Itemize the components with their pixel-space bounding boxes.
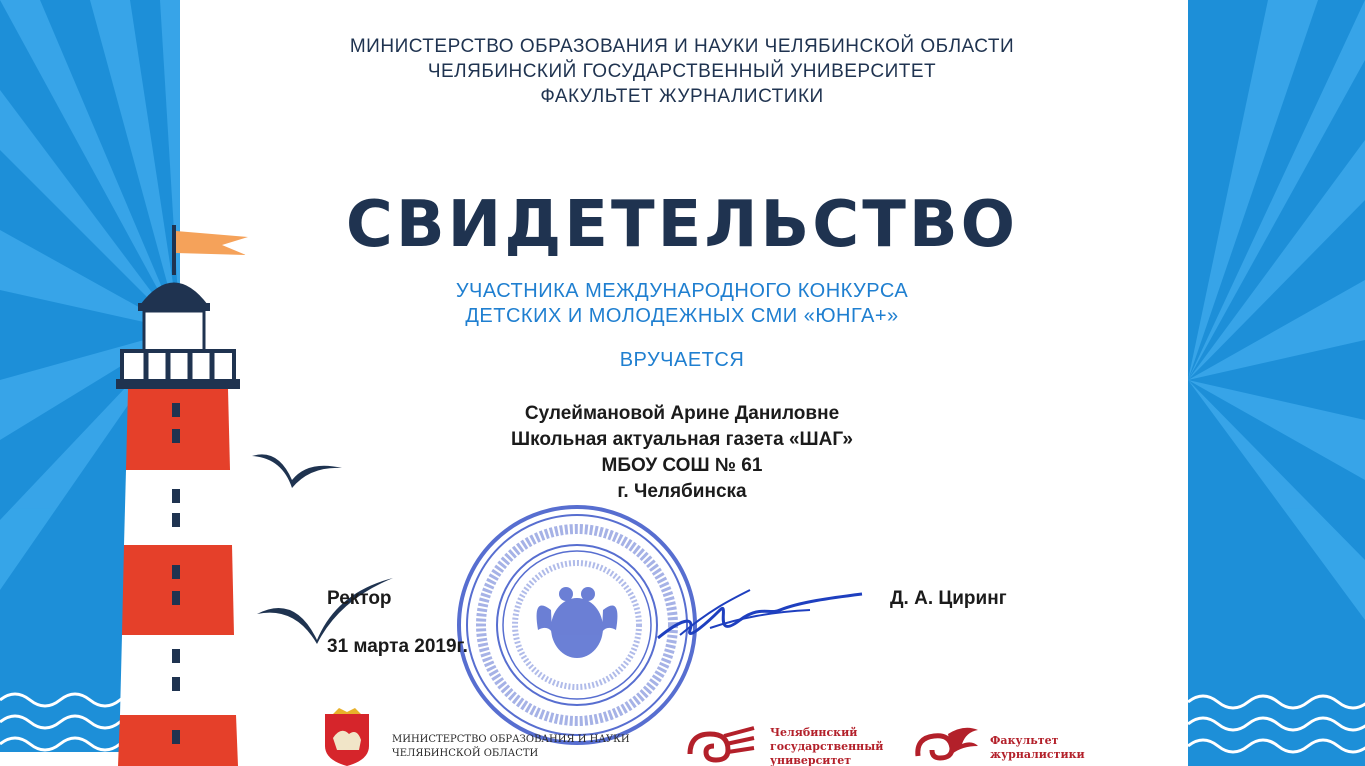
recipient-city: г. Челябинска xyxy=(617,481,747,502)
chelyabinsk-coat-of-arms xyxy=(315,708,379,766)
university-header: ЧЕЛЯБИНСКИЙ ГОСУДАРСТВЕННЫЙ УНИВЕРСИТЕТ xyxy=(427,61,937,82)
certificate-subtitle-line1: УЧАСТНИКА МЕЖДУНАРОДНОГО КОНКУРСА xyxy=(455,280,909,302)
certificate-subtitle-line2: ДЕТСКИХ И МОЛОДЕЖНЫХ СМИ «ЮНГА+» xyxy=(465,305,899,327)
rector-name: Д. А. Циринг xyxy=(890,588,1007,609)
right-decorative-panel xyxy=(1188,0,1365,766)
rector-label: Ректор xyxy=(327,588,392,609)
ministry-header: МИНИСТЕРСТВО ОБРАЗОВАНИЯ И НАУКИ ЧЕЛЯБИНСКОЙ ОБЛАСТИ xyxy=(349,36,1015,57)
footer-university-line2: государственный xyxy=(770,740,884,753)
sun-rays-right xyxy=(1188,0,1365,766)
certificate-title: СВИДЕТЕЛЬСТВО xyxy=(345,188,1019,262)
recipient-name: Сулеймановой Арине Даниловне xyxy=(524,403,840,424)
awarded-label: ВРУЧАЕТСЯ xyxy=(619,349,745,371)
footer-faculty-line2: журналистики xyxy=(990,748,1085,761)
footer-university-line1: Челябинский xyxy=(770,726,858,739)
footer-ministry-line1: МИНИСТЕРСТВО ОБРАЗОВАНИЯ И НАУКИ xyxy=(392,734,630,745)
recipient-school: МБОУ СОШ № 61 xyxy=(601,455,763,476)
footer-university-line3: университет xyxy=(770,754,852,766)
faculty-header: ФАКУЛЬТЕТ ЖУРНАЛИСТИКИ xyxy=(540,86,824,107)
footer-faculty-line1: Факультет xyxy=(990,734,1059,747)
footer-ministry-line2: ЧЕЛЯБИНСКОЙ ОБЛАСТИ xyxy=(392,748,539,759)
recipient-publication: Школьная актуальная газета «ШАГ» xyxy=(511,429,853,450)
faculty-swirl-logo xyxy=(912,724,982,766)
issue-date: 31 марта 2019г. xyxy=(327,636,468,657)
rector-signature xyxy=(650,580,870,650)
university-swirl-logo xyxy=(684,724,756,766)
